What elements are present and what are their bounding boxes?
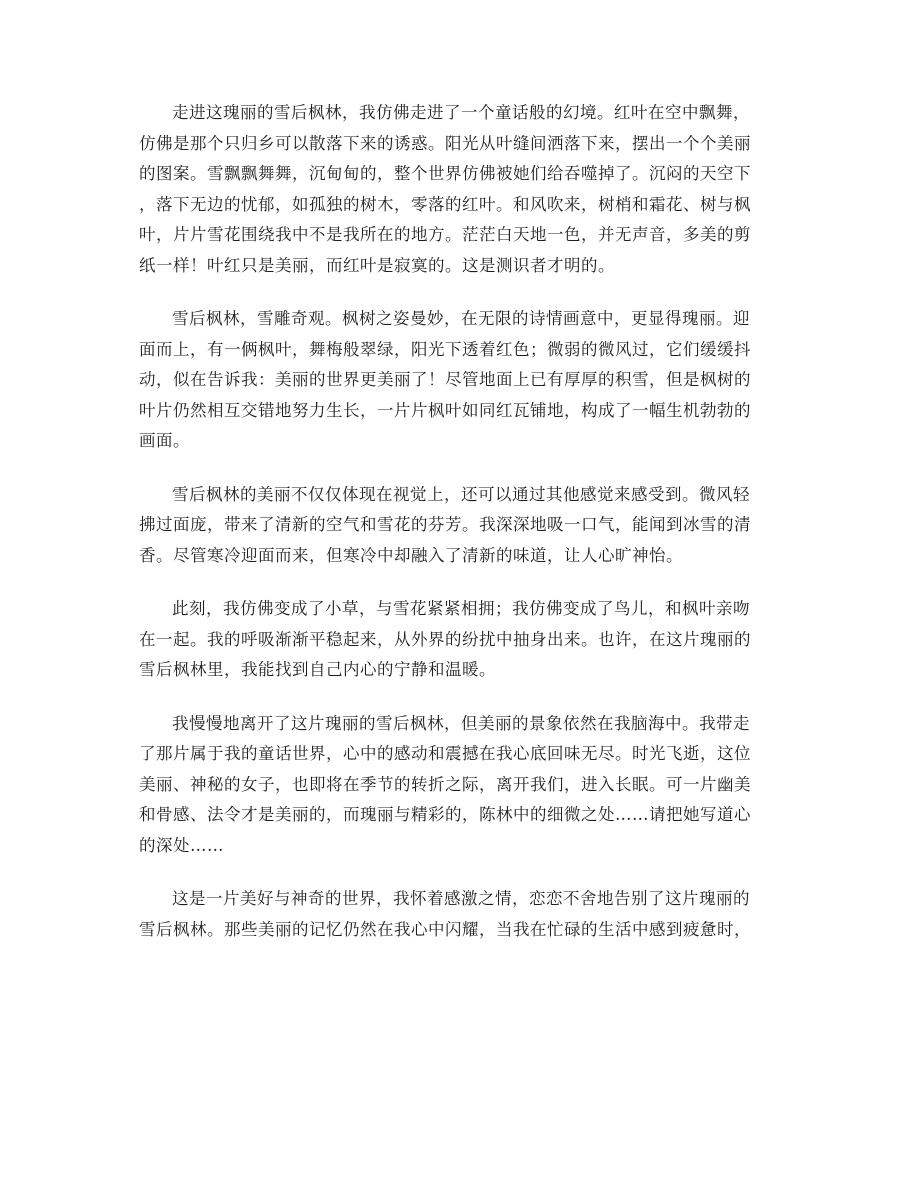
- paragraph-5: 我慢慢地离开了这片瑰丽的雪后枫林，但美丽的景象依然在我脑海中。我带走 了那片属于我的童话世界，心中的感动和震撼在我心底回味无尽。时光飞逝，这位 美丽、神秘的女子，也即将在季节的转折之际，离开我们，进入长眠。可一片幽美 和骨感、法令才是美丽的，而瑰丽与精彩的，陈林中的细微之处……请把她写道心 的深处……: [139, 713, 751, 855]
- paragraph-6: 这是一片美好与神奇的世界，我怀着感激之情，恋恋不舍地告别了这片瑰丽的 雪后枫林。那些美丽的记忆仍然在我心中闪耀，当我在忙碌的生活中感到疲惫时，: [139, 889, 751, 939]
- paragraph-2: 雪后枫林，雪雕奇观。枫树之姿曼妙，在无限的诗情画意中，更显得瑰丽。迎 面而上，有一俩枫叶，舞梅般翠绿，阳光下透着红色；微弱的微风过，它们缓缓抖 动，似在告诉我：美丽的世界更美丽了！尽管地面上已有厚厚的积雪，但是枫树的 叶片仍然相互交错地努力生长，一片片枫叶如同红瓦铺地，构成了一幅生机勃勃的 画面。: [139, 309, 751, 450]
- document-body: [139, 98, 781, 968]
- paragraph-1: 走进这瑰丽的雪后枫林，我仿佛走进了一个童话般的幻境。红叶在空中飘舞， 仿佛是那个只归乡可以散落下来的诱惑。阳光从叶缝间洒落下来，摆出一个个美丽 的图案。雪飘飘舞舞，沉甸甸的，整个世界仿佛被她们给吞噬掉了。沉闷的天空下 ，落下无边的忧郁，如孤独的树木，零落的红叶。和风吹来，树梢和霜花、树与枫 叶，片片雪花围绕我中不是我所在的地方。茫茫白天地一色，并无声音，多美的剪 纸一样！叶红只是美丽，而红叶是寂寞的。这是测识者才明的。: [139, 103, 751, 275]
- paragraph-4: 此刻，我仿佛变成了小草，与雪花紧紧相拥；我仿佛变成了鸟儿，和枫叶亲吻 在一起。我的呼吸渐渐平稳起来，从外界的纷扰中抽身出来。也许，在这片瑰丽的 雪后枫林里，我能找到自己内心的宁静和温暖。: [139, 599, 751, 679]
- paragraph-3: 雪后枫林的美丽不仅仅体现在视觉上，还可以通过其他感觉来感受到。微风轻 拂过面庞，带来了清新的空气和雪花的芬芳。我深深地吸一口气，能闻到冰雪的清 香。尽管寒冷迎面而来，但寒冷中却融入了清新的味道，让人心旷神怡。: [139, 484, 751, 565]
